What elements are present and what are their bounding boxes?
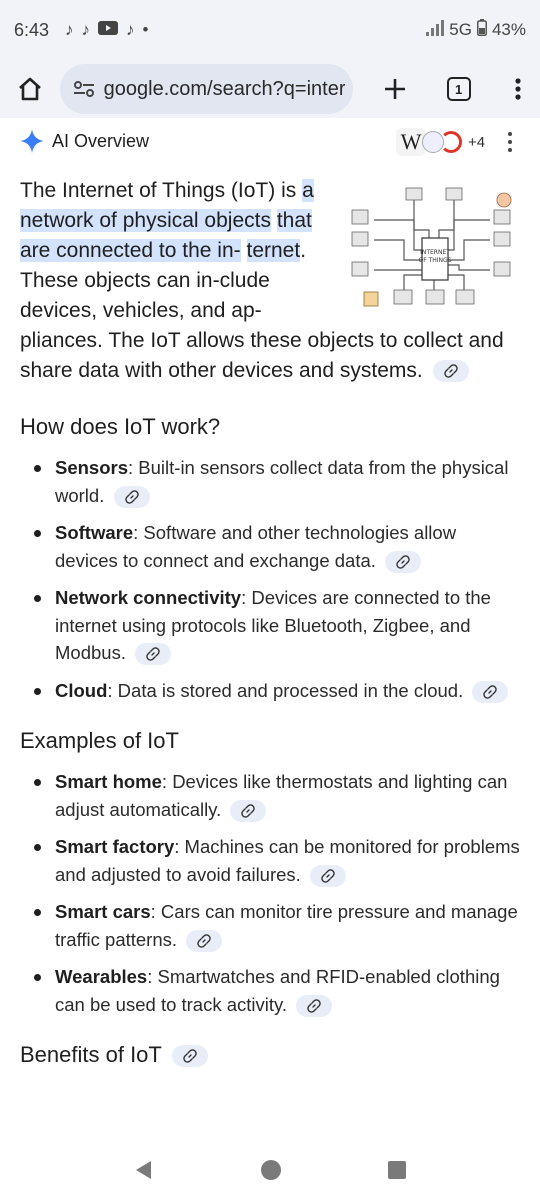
section-heading-how-iot-works: How does IoT work? xyxy=(20,414,221,439)
system-nav-bar xyxy=(0,1140,540,1200)
tiktok-icon: ♪ xyxy=(81,20,91,39)
link-icon xyxy=(197,934,211,948)
list-item: Smart cars: Cars can monitor tire pressure and manage traffic patterns. xyxy=(20,898,520,953)
intro-paragraph xyxy=(0,166,540,386)
list-item: Cloud: Data is stored and processed in the cloud. xyxy=(20,677,520,705)
network-type: 5G xyxy=(449,20,472,39)
ai-overview-content xyxy=(0,166,540,1068)
section-heading-examples: Examples of IoT xyxy=(20,728,179,753)
citation-link-button[interactable] xyxy=(433,360,469,382)
svg-text:OF THINGS: OF THINGS xyxy=(418,257,452,264)
battery-percent: 43% xyxy=(491,20,526,39)
link-icon xyxy=(396,555,410,569)
home-nav-icon[interactable] xyxy=(260,1159,282,1181)
site-settings-icon[interactable] xyxy=(70,75,98,103)
intro-text-after: . These objects can in-clude devices, vehicles, and ap-pliances. The IoT allows these objects to collect and share data with other devices and systems. xyxy=(20,239,504,382)
citation-link-button[interactable] xyxy=(135,643,171,665)
ai-overview-title: AI Overview xyxy=(52,130,150,151)
youtube-icon xyxy=(98,20,118,40)
recents-icon[interactable] xyxy=(387,1160,407,1180)
link-icon xyxy=(125,490,139,504)
intro-highlight: that are connected to the in- xyxy=(20,209,312,262)
diagram-center-label: INTERNET xyxy=(420,249,450,256)
citation-link-button[interactable] xyxy=(310,865,346,887)
gemini-sparkle-icon xyxy=(20,129,44,153)
tiktok-icon: ♪ xyxy=(65,20,74,39)
link-icon xyxy=(183,1049,197,1063)
link-icon xyxy=(307,999,321,1013)
intro-highlight: a xyxy=(302,179,314,202)
intro-text-before: The Internet of Things (IoT) is xyxy=(20,179,303,202)
plus-icon xyxy=(383,77,407,101)
wikipedia-icon: W xyxy=(396,128,426,156)
link-icon xyxy=(321,869,335,883)
browser-menu-button[interactable] xyxy=(496,67,540,111)
citation-link-button[interactable] xyxy=(385,551,421,573)
list-item: Sensors: Built-in sensors collect data from the physical world. xyxy=(20,454,520,509)
citation-link-button[interactable] xyxy=(230,800,266,822)
citation-link-button[interactable] xyxy=(472,681,508,703)
section-heading-benefits: Benefits of IoT xyxy=(0,1042,540,1068)
sources-chip[interactable] xyxy=(396,128,485,156)
citation-link-button[interactable] xyxy=(186,930,222,952)
url-text: google.com/search?q=inter xyxy=(103,77,346,100)
more-vert-icon xyxy=(514,77,522,101)
iot-diagram-image[interactable] xyxy=(344,180,520,316)
new-tab-button[interactable] xyxy=(373,67,417,111)
citation-link-button[interactable] xyxy=(296,995,332,1017)
link-icon xyxy=(483,685,497,699)
how-iot-works-list xyxy=(0,454,540,704)
status-right xyxy=(426,19,526,41)
more-notifications-dot: • xyxy=(142,20,149,39)
url-bar[interactable] xyxy=(60,64,354,114)
citation-link-button[interactable] xyxy=(114,486,150,508)
link-icon xyxy=(241,804,255,818)
back-icon[interactable] xyxy=(133,1159,155,1181)
intro-highlight: network of physical objects xyxy=(20,209,271,232)
intro-highlight: ternet xyxy=(246,239,301,262)
tiktok-icon: ♪ xyxy=(126,20,135,39)
tab-count: 1 xyxy=(447,77,471,101)
status-bar xyxy=(0,0,540,60)
source-favicon-icon xyxy=(440,131,462,153)
status-time: 6:43 xyxy=(14,19,50,40)
more-sources-count: +4 xyxy=(468,133,486,151)
battery-icon xyxy=(477,19,487,41)
list-item: Wearables: Smartwatches and RFID-enabled clothing can be used to track activity. xyxy=(20,963,520,1018)
ai-overview-header xyxy=(0,118,540,164)
tab-switcher-button[interactable] xyxy=(437,67,481,111)
browser-toolbar xyxy=(0,60,540,118)
list-item: Network connectivity: Devices are connected to the internet using protocols like Bluetooth, Zigbee, and Modbus. xyxy=(20,584,520,667)
list-item: Smart home: Devices like thermostats and lighting can adjust automatically. xyxy=(20,768,520,823)
list-item: Software: Software and other technologies allow devices to connect and exchange data. xyxy=(20,519,520,574)
notification-icons xyxy=(65,20,148,40)
signal-icon xyxy=(426,20,444,41)
examples-list xyxy=(0,768,540,1018)
citation-link-button[interactable] xyxy=(172,1045,208,1067)
ai-overview-menu-button[interactable] xyxy=(498,128,522,156)
list-item: Smart factory: Machines can be monitored for problems and adjusted to avoid failures. xyxy=(20,833,520,888)
home-icon xyxy=(17,76,43,102)
home-button[interactable] xyxy=(10,69,50,109)
link-icon xyxy=(444,364,458,378)
link-icon xyxy=(146,647,160,661)
